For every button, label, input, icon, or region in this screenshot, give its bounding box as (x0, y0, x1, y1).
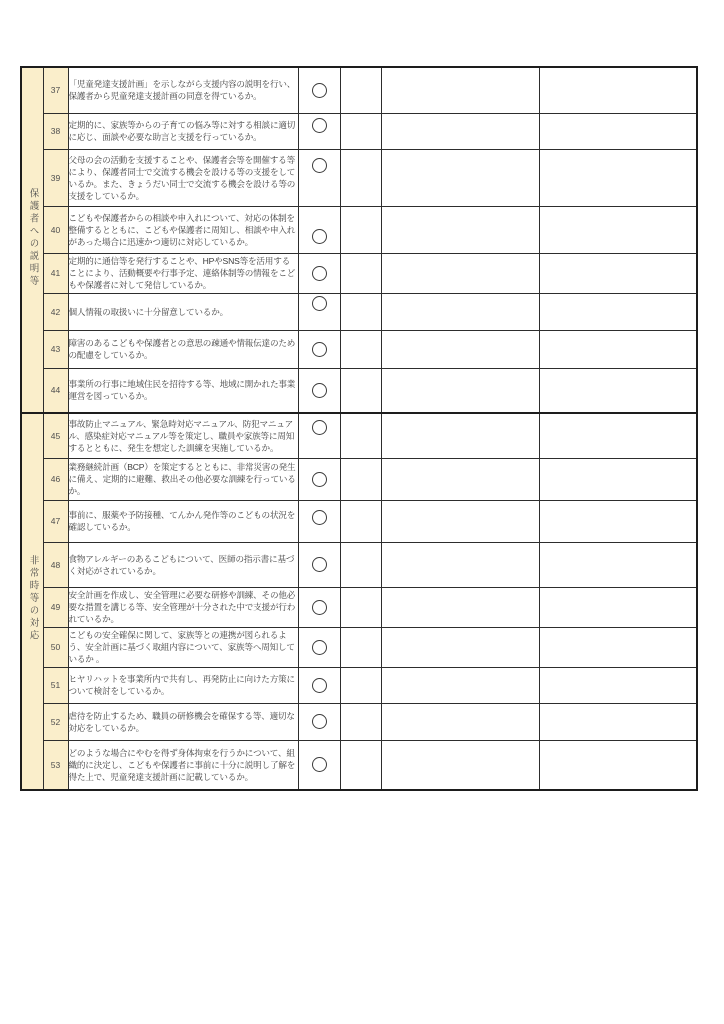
question-text: 事前に、服薬や予防接種、てんかん発作等のこどもの状況を確認しているか。 (68, 500, 298, 542)
answer-cell-right (539, 413, 697, 458)
table-row (21, 293, 697, 330)
table-row (21, 330, 697, 368)
table-row (21, 740, 697, 790)
question-text: 安全計画を作成し、安全管理に必要な研修や訓練、その他必要な措置を講じる等、安全管理が十分された中で支援が行われているか。 (68, 587, 298, 627)
self-evaluation-mark-cell (298, 542, 340, 587)
question-text: 定期的に通信等を発行することや、HPやSNS等を活用することにより、活動概要や行事予定、連絡体制等の情報をこどもや保護者に対して発信しているか。 (68, 253, 298, 293)
self-evaluation-mark-cell (298, 703, 340, 740)
circle-mark-icon (312, 420, 327, 435)
circle-mark-icon (312, 757, 327, 772)
row-number: 46 (43, 458, 68, 500)
answer-cell-right (539, 587, 697, 627)
self-evaluation-mark-cell (298, 293, 340, 330)
row-number: 41 (43, 253, 68, 293)
row-number: 40 (43, 206, 68, 253)
row-number: 38 (43, 113, 68, 149)
row-number: 53 (43, 740, 68, 790)
question-text: 個人情報の取扱いに十分留意しているか。 (68, 293, 298, 330)
answer-cell-narrow (340, 413, 381, 458)
table-row (21, 113, 697, 149)
answer-cell-narrow (340, 740, 381, 790)
circle-mark-icon (312, 118, 327, 133)
self-evaluation-mark-cell (298, 368, 340, 413)
answer-cell-mid (381, 500, 539, 542)
self-evaluation-mark-cell (298, 67, 340, 113)
question-text: 事故防止マニュアル、緊急時対応マニュアル、防犯マニュアル、感染症対応マニュアル等を策定し、職員や家族等に周知するとともに、発生を想定した訓練を実施しているか。 (68, 413, 298, 458)
question-text: 障害のあるこどもや保護者との意思の疎通や情報伝達のための配慮をしているか。 (68, 330, 298, 368)
answer-cell-narrow (340, 113, 381, 149)
question-text: 食物アレルギーのあるこどもについて、医師の指示書に基づく対応がされているか。 (68, 542, 298, 587)
row-number: 43 (43, 330, 68, 368)
category-cell (21, 413, 43, 790)
circle-mark-icon (312, 472, 327, 487)
row-number: 39 (43, 149, 68, 206)
table-row (21, 206, 697, 253)
self-evaluation-mark-cell (298, 627, 340, 667)
self-evaluation-mark-cell (298, 413, 340, 458)
self-evaluation-mark-cell (298, 113, 340, 149)
answer-cell-mid (381, 149, 539, 206)
answer-cell-right (539, 67, 697, 113)
table-row (21, 458, 697, 500)
evaluation-table-body (21, 67, 697, 790)
self-evaluation-mark-cell (298, 740, 340, 790)
self-evaluation-mark-cell (298, 330, 340, 368)
question-text: どのような場合にやむを得ず身体拘束を行うかについて、組織的に決定し、こどもや保護者に事前に十分に説明し了解を得た上で、児童発達支援計画に記載しているか。 (68, 740, 298, 790)
question-text: 業務継続計画（BCP）を策定するとともに、非常災害の発生に備え、定期的に避難、救出その他必要な訓練を行っているか。 (68, 458, 298, 500)
category-label: 非常時等の対応 (27, 555, 39, 643)
answer-cell-narrow (340, 293, 381, 330)
table-row (21, 368, 697, 413)
row-number: 42 (43, 293, 68, 330)
answer-cell-right (539, 368, 697, 413)
circle-mark-icon (312, 266, 327, 281)
answer-cell-right (539, 703, 697, 740)
answer-cell-right (539, 293, 697, 330)
table-row (21, 149, 697, 206)
answer-cell-right (539, 627, 697, 667)
answer-cell-right (539, 500, 697, 542)
answer-cell-right (539, 113, 697, 149)
answer-cell-mid (381, 368, 539, 413)
answer-cell-narrow (340, 253, 381, 293)
answer-cell-narrow (340, 542, 381, 587)
answer-cell-narrow (340, 627, 381, 667)
self-evaluation-mark-cell (298, 500, 340, 542)
table-row (21, 667, 697, 703)
circle-mark-icon (312, 600, 327, 615)
table-row (21, 500, 697, 542)
self-evaluation-mark-cell (298, 149, 340, 206)
circle-mark-icon (312, 296, 327, 311)
answer-cell-mid (381, 113, 539, 149)
table-row (21, 413, 697, 458)
circle-mark-icon (312, 383, 327, 398)
answer-cell-right (539, 740, 697, 790)
answer-cell-mid (381, 67, 539, 113)
table-row (21, 253, 697, 293)
row-number: 45 (43, 413, 68, 458)
answer-cell-mid (381, 330, 539, 368)
answer-cell-mid (381, 667, 539, 703)
answer-cell-narrow (340, 667, 381, 703)
answer-cell-narrow (340, 703, 381, 740)
table-row (21, 542, 697, 587)
table-row (21, 587, 697, 627)
answer-cell-right (539, 667, 697, 703)
circle-mark-icon (312, 83, 327, 98)
row-number: 48 (43, 542, 68, 587)
question-text: 定期的に、家族等からの子育ての悩み等に対する相談に適切に応じ、面談や必要な助言と支援を行っているか。 (68, 113, 298, 149)
question-text: 事業所の行事に地域住民を招待する等、地域に開かれた事業運営を図っているか。 (68, 368, 298, 413)
circle-mark-icon (312, 229, 327, 244)
self-evaluation-mark-cell (298, 587, 340, 627)
question-text: ヒヤリハットを事業所内で共有し、再発防止に向けた方策について検討をしているか。 (68, 667, 298, 703)
self-evaluation-mark-cell (298, 206, 340, 253)
table-row (21, 67, 697, 113)
question-text: 父母の会の活動を支援することや、保護者会等を開催する等により、保護者同士で交流する機会を設ける等の支援をしているか。また、きょうだい同士で交流する機会を設ける等の支援をしているか。 (68, 149, 298, 206)
evaluation-table (20, 66, 698, 791)
circle-mark-icon (312, 678, 327, 693)
table-row (21, 703, 697, 740)
row-number: 37 (43, 67, 68, 113)
answer-cell-narrow (340, 368, 381, 413)
answer-cell-right (539, 253, 697, 293)
answer-cell-mid (381, 703, 539, 740)
circle-mark-icon (312, 640, 327, 655)
question-text: 虐待を防止するため、職員の研修機会を確保する等、適切な対応をしているか。 (68, 703, 298, 740)
row-number: 47 (43, 500, 68, 542)
answer-cell-mid (381, 542, 539, 587)
answer-cell-narrow (340, 149, 381, 206)
answer-cell-mid (381, 587, 539, 627)
category-cell (21, 67, 43, 413)
circle-mark-icon (312, 158, 327, 173)
answer-cell-right (539, 330, 697, 368)
question-text: 「児童発達支援計画」を示しながら支援内容の説明を行い、保護者から児童発達支援計画の同意を得ているか。 (68, 67, 298, 113)
answer-cell-narrow (340, 67, 381, 113)
answer-cell-mid (381, 740, 539, 790)
answer-cell-right (539, 542, 697, 587)
question-text: こどもの安全確保に関して、家族等との連携が図られるよう、安全計画に基づく取組内容について、家族等へ周知しているか 。 (68, 627, 298, 667)
answer-cell-mid (381, 206, 539, 253)
answer-cell-mid (381, 413, 539, 458)
answer-cell-right (539, 149, 697, 206)
answer-cell-mid (381, 293, 539, 330)
circle-mark-icon (312, 714, 327, 729)
answer-cell-narrow (340, 206, 381, 253)
self-evaluation-mark-cell (298, 253, 340, 293)
answer-cell-right (539, 458, 697, 500)
row-number: 52 (43, 703, 68, 740)
row-number: 50 (43, 627, 68, 667)
self-evaluation-mark-cell (298, 458, 340, 500)
row-number: 44 (43, 368, 68, 413)
answer-cell-narrow (340, 500, 381, 542)
category-label: 保護者への説明等 (27, 187, 39, 288)
circle-mark-icon (312, 342, 327, 357)
answer-cell-mid (381, 627, 539, 667)
question-text: こどもや保護者からの相談や申入れについて、対応の体制を整備するとともに、こどもや保護者に周知し、相談や申入れがあった場合に迅速かつ適切に対応しているか。 (68, 206, 298, 253)
answer-cell-narrow (340, 587, 381, 627)
circle-mark-icon (312, 557, 327, 572)
answer-cell-narrow (340, 330, 381, 368)
answer-cell-mid (381, 458, 539, 500)
table-row (21, 627, 697, 667)
circle-mark-icon (312, 510, 327, 525)
row-number: 49 (43, 587, 68, 627)
answer-cell-mid (381, 253, 539, 293)
self-evaluation-mark-cell (298, 667, 340, 703)
answer-cell-narrow (340, 458, 381, 500)
answer-cell-right (539, 206, 697, 253)
row-number: 51 (43, 667, 68, 703)
